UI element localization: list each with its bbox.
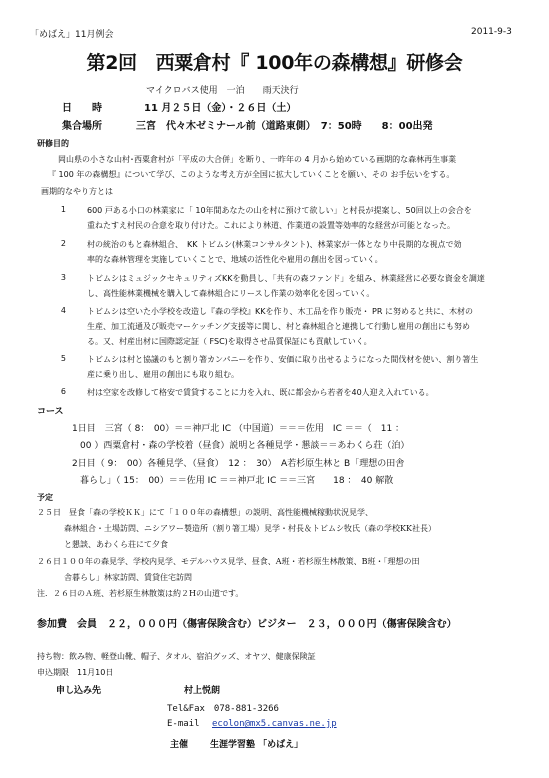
plan-line: ２６日１００年の森見学、学校内見学、モデルハウス見学、昼食、A班・若杉原生林散策、B班・「理想の田 bbox=[37, 557, 420, 566]
date-label: 日 時 bbox=[62, 103, 102, 114]
course-line: 2日目（ 9： 00）各種見学、（昼食） 12 ： 30） A若杉原生林と B「理想の田舎 bbox=[72, 459, 405, 469]
method-line: 重ねたすえ村民の合意を取り付けた。これにより林道、作業道の設置等効率的な経営が可能となった。 bbox=[87, 221, 455, 230]
meet-value: 三宮 代々木ゼミナール前（道路東側） 7：50時 8：00出発 bbox=[136, 121, 433, 132]
method-line: 産に乗り出し、雇用の創出にも取り組む。 bbox=[87, 370, 239, 379]
method-line: 600 戸ある小口の林業家に「 10年間あなたの山を村に預けて欲しい」と村長が提案し、50回以上の会合を bbox=[87, 206, 472, 215]
header-date: 2011-9-3 bbox=[471, 27, 512, 37]
purpose-heading: 研修目的 bbox=[37, 139, 69, 148]
method-number: 6 bbox=[60, 387, 66, 396]
method-line: し、高性能林業機械を購入して森林組合にリースし作業の効率化を図っていく。 bbox=[87, 289, 375, 298]
plan-line: 注．２６日のＡ班、若杉原生林散策は約２Hの山道です。 bbox=[37, 589, 244, 598]
plan-line: 舎暮らし」林家訪問、賃貸住宅訪問 bbox=[64, 573, 192, 582]
header-left: 「めばえ」11月例会 bbox=[30, 30, 114, 40]
method-line: 生産、加工流通及び販売マーケッチング支援等に関し、村と森林組合と連携して行動し雇用の創出にも努め bbox=[87, 322, 471, 331]
method-line: 村は空家を改修して格安で賃貸することに力を入れ、既に都会から若者を40人迎え入れている。 bbox=[87, 388, 434, 397]
meet-label: 集合場所 bbox=[62, 121, 102, 132]
method-number: 4 bbox=[60, 306, 66, 315]
host-label: 主催 bbox=[170, 740, 189, 750]
contact-label: 申し込み先 bbox=[56, 686, 102, 696]
method-number: 2 bbox=[60, 239, 66, 248]
contact-tel: Tel&Fax 078-881-3266 bbox=[167, 704, 279, 714]
purpose-line: 岡山県の小さな山村･西粟倉村が「平成の大合併」を断り、一昨年の 4 月から始めている画期的な森林再生事業 bbox=[58, 155, 457, 164]
plan-heading: 予定 bbox=[37, 493, 53, 502]
methods-heading: 画期的なやり方とは bbox=[41, 187, 113, 196]
page-title: 第2回 西粟倉村『 100年の森構想』研修会 bbox=[86, 52, 463, 74]
method-line: 村の統治のもと森林組合、 KK トビムシ(林業コンサルタント)、林業家が一体となり中長期的な視点で効 bbox=[87, 240, 462, 249]
plan-line: 森林組合・土場訪問、ニシアワー製造所（割り箸工場）見学・村長＆トビムシ牧氏（森の学校KK社長） bbox=[64, 524, 436, 533]
method-line: トビムシは空いた小学校を改造し『森の学校』KKを作り、木工品を作り販売・ PR に努めると共に、木材の bbox=[87, 307, 473, 316]
host-name: 生涯学習塾 「めばえ」 bbox=[210, 740, 304, 750]
email-link[interactable]: ecolon@mx5.canvas.ne.jp bbox=[212, 719, 337, 729]
purpose-line: 『 100 年の森構想』について学び、このような考え方が全国に拡大していくことを願い、その お手伝いをする。 bbox=[48, 170, 455, 179]
method-line: トビムシは村と協議のもと割り箸カンパニーを作り、安価に取り出せるようになった間伐材を使い、割り箸生 bbox=[87, 355, 479, 364]
method-line: る。又、村産出材に国際認定証（ FSC)を取得させ品質保証にも貢献していく。 bbox=[87, 337, 372, 346]
course-line: 00 ）西粟倉村・森の学校着（昼食）説明と各種見学・懇談＝＝あわくら荘（泊） bbox=[80, 441, 410, 451]
method-number: 1 bbox=[60, 205, 66, 214]
method-number: 5 bbox=[60, 354, 66, 363]
deadline: 申込期限 11月10日 bbox=[37, 668, 114, 677]
method-number: 3 bbox=[60, 273, 66, 282]
plan-line: と懇談、あわくら荘にて夕食 bbox=[64, 540, 168, 549]
course-heading: コース bbox=[37, 407, 64, 417]
method-line: トビムシはミュジックセキュリティズKKを動員し、「共有の森ファンド」を組み、林業経営に必要な資金を調達 bbox=[87, 274, 485, 283]
course-line: 暮らし」（ 15： 00）＝＝佐用 IC ＝＝神戸北 IC ＝＝三宮 18 ： 40 解散 bbox=[80, 476, 394, 486]
subtitle: マイクロバス使用 一泊 雨天決行 bbox=[146, 86, 299, 96]
fee: 参加費 会員 ２２，０００円（傷害保険含む）ビジター ２３，０００円（傷害保険含む） bbox=[37, 619, 457, 630]
contact-name: 村上悦朗 bbox=[184, 686, 221, 696]
course-line: 1日目 三宮（ 8： 00）＝＝神戸北 IC （中国道）＝＝＝佐用 IC ＝＝（ 11 ： bbox=[72, 424, 405, 434]
date-value: 11 月２５日（金）・２６日（土） bbox=[144, 103, 297, 114]
items-to-bring: 持ち物：飲み物、軽登山靴、帽子、タオル、宿泊グッズ、オヤツ、健康保険証 bbox=[37, 652, 316, 661]
method-line: 率的な森林管理を実施していくことで、地域の活性化や雇用の創出を図っていく。 bbox=[87, 255, 383, 264]
email-label: E-mail bbox=[167, 719, 200, 729]
plan-line: ２５日 昼食「森の学校ＫＫ」にて「１００年の森構想」の説明、高性能機械稼動状況見学、 bbox=[37, 508, 373, 517]
